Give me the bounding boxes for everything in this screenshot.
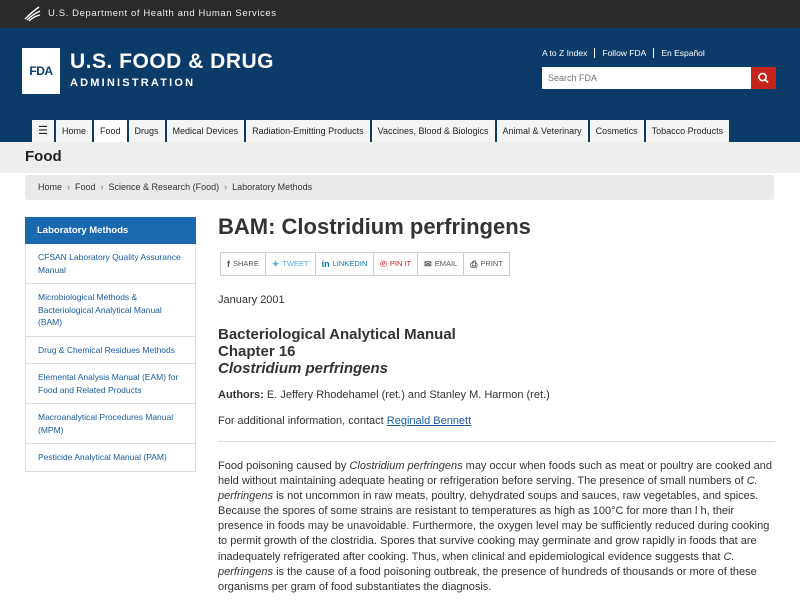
body-text-7: is the cause of a food poisoning outbreak, the presence of hundreds of thousands or more of these organisms per gram of food substantiates the diagnosis. <box>218 565 757 593</box>
sidebar-item-eam[interactable]: Elemental Analysis Manual (EAM) for Food and Related Products <box>25 364 196 404</box>
manual-title-line2: Chapter 16 <box>218 343 296 360</box>
nav-vaccines[interactable]: Vaccines, Blood & Biologics <box>372 120 495 142</box>
section-title[interactable]: Food <box>25 148 62 165</box>
sidebar-item-bam[interactable]: Microbiological Methods & Bacteriological Analytical Manual (BAM) <box>25 284 196 337</box>
twitter-icon: ✦ <box>271 259 280 269</box>
nav-home[interactable]: Home <box>56 120 92 142</box>
body-text-5: is not uncommon in raw meats, poultry, dehydrated soups and sauces, raw vegetables, and spices. Because the spores of some strains are resistant to temperatures as high as 100°C for more than l h, their presence in foods may be unavoidable. Furthermore, the oxygen level may be sufficiently reduced during cooking to permit growth of the clostridia. Spores that survive cooking may germinate and grow rapidly in foods that are inadequately refrigerated after cooking. Thus, when clinical and epidemiological evidence suggests that <box>218 490 770 563</box>
authors-line <box>218 389 550 401</box>
breadcrumb <box>25 175 774 200</box>
nav-animal-veterinary[interactable]: Animal & Veterinary <box>497 120 588 142</box>
hhs-bar <box>0 0 800 28</box>
facebook-icon: f <box>227 259 230 269</box>
share-pinterest-button[interactable] <box>374 253 418 275</box>
manual-title <box>218 326 456 377</box>
hhs-label[interactable]: U.S. Department of Health and Human Services <box>48 8 277 19</box>
sidebar <box>25 217 196 472</box>
sidebar-item-cfsan-qa[interactable]: CFSAN Laboratory Quality Assurance Manual <box>25 244 196 284</box>
linkedin-icon: in <box>321 259 330 269</box>
chevron-right-icon: › <box>100 182 104 192</box>
authors-names: E. Jeffery Rhodehamel (ret.) and Stanley M. Harmon (ret.) <box>266 389 550 401</box>
share-twitter-button[interactable] <box>266 253 316 275</box>
divider <box>218 441 775 442</box>
article-title: BAM: Clostridium perfringens <box>218 214 531 239</box>
pinterest-icon: ℗ <box>380 259 387 269</box>
share-email-label: EMAIL <box>434 259 458 268</box>
share-bar <box>220 252 510 276</box>
breadcrumb-laboratory-methods: Laboratory Methods <box>232 182 313 192</box>
share-linkedin-label: LINKEDIN <box>332 259 368 268</box>
body-paragraph <box>218 459 775 595</box>
section-band <box>0 142 800 173</box>
body-text-6: C. perfringens <box>218 550 735 578</box>
sidebar-item-mpm[interactable]: Macroanalytical Procedures Manual (MPM) <box>25 404 196 444</box>
main-content <box>218 212 775 593</box>
nav-drugs[interactable]: Drugs <box>129 120 165 142</box>
email-icon: ✉ <box>424 259 432 269</box>
contact-prefix: For additional information, contact <box>218 415 384 427</box>
share-print-button[interactable] <box>464 253 509 275</box>
menu-icon[interactable]: ☰ <box>32 120 54 142</box>
agency-name[interactable]: U.S. FOOD & DRUG <box>70 50 275 73</box>
breadcrumb-food[interactable]: Food <box>75 182 96 192</box>
main-nav <box>32 120 731 142</box>
breadcrumb-home[interactable]: Home <box>38 182 63 192</box>
body-text-1: Food poisoning caused by <box>218 460 350 472</box>
agency-subtitle[interactable]: ADMINISTRATION <box>70 77 196 89</box>
share-pinterest-label: PIN IT <box>389 259 412 268</box>
share-facebook-label: SHARE <box>233 259 259 268</box>
fda-logo[interactable]: FDA <box>22 48 60 94</box>
share-email-button[interactable] <box>418 253 464 275</box>
share-twitter-label: TWEET <box>282 259 309 268</box>
en-espanol-link[interactable]: En Español <box>653 48 711 58</box>
sidebar-heading[interactable]: Laboratory Methods <box>25 217 196 244</box>
publication-date: January 2001 <box>218 294 285 306</box>
nav-radiation-products[interactable]: Radiation-Emitting Products <box>246 120 370 142</box>
search-input[interactable] <box>542 67 751 89</box>
share-linkedin-button[interactable] <box>316 253 375 275</box>
manual-title-line3: Clostridium perfringens <box>218 360 389 377</box>
hhs-eagle-icon[interactable] <box>22 4 42 24</box>
body-text-4: C. perfringens <box>218 475 758 503</box>
nav-tobacco[interactable]: Tobacco Products <box>646 120 730 142</box>
body-text-3: may occur when foods such as meat or poultry are cooked and held without maintaining adequate heating or refrigeration before serving. The presence of small numbers of <box>218 460 772 488</box>
chevron-right-icon: › <box>67 182 71 192</box>
nav-medical-devices[interactable]: Medical Devices <box>167 120 245 142</box>
breadcrumb-science-research[interactable]: Science & Research (Food) <box>108 182 220 192</box>
sidebar-item-drug-residues[interactable]: Drug & Chemical Residues Methods <box>25 337 196 365</box>
follow-fda-link[interactable]: Follow FDA <box>594 48 653 58</box>
body-text-2: Clostridium perfringens <box>349 460 463 472</box>
share-print-label: PRINT <box>480 259 503 268</box>
chevron-right-icon: › <box>224 182 228 192</box>
print-icon: ⎙ <box>470 259 478 269</box>
sidebar-item-pam[interactable]: Pesticide Analytical Manual (PAM) <box>25 444 196 472</box>
utility-links <box>542 48 712 58</box>
contact-line <box>218 415 471 427</box>
nav-cosmetics[interactable]: Cosmetics <box>590 120 644 142</box>
nav-food[interactable]: Food <box>94 120 127 142</box>
a-to-z-link[interactable]: A to Z Index <box>542 48 588 58</box>
contact-link[interactable]: Reginald Bennett <box>386 415 472 427</box>
authors-label: Authors: <box>218 389 264 401</box>
search-icon <box>751 67 776 89</box>
search-button[interactable] <box>751 67 776 89</box>
share-facebook-button[interactable] <box>221 253 266 275</box>
manual-title-line1: Bacteriological Analytical Manual <box>218 326 456 343</box>
